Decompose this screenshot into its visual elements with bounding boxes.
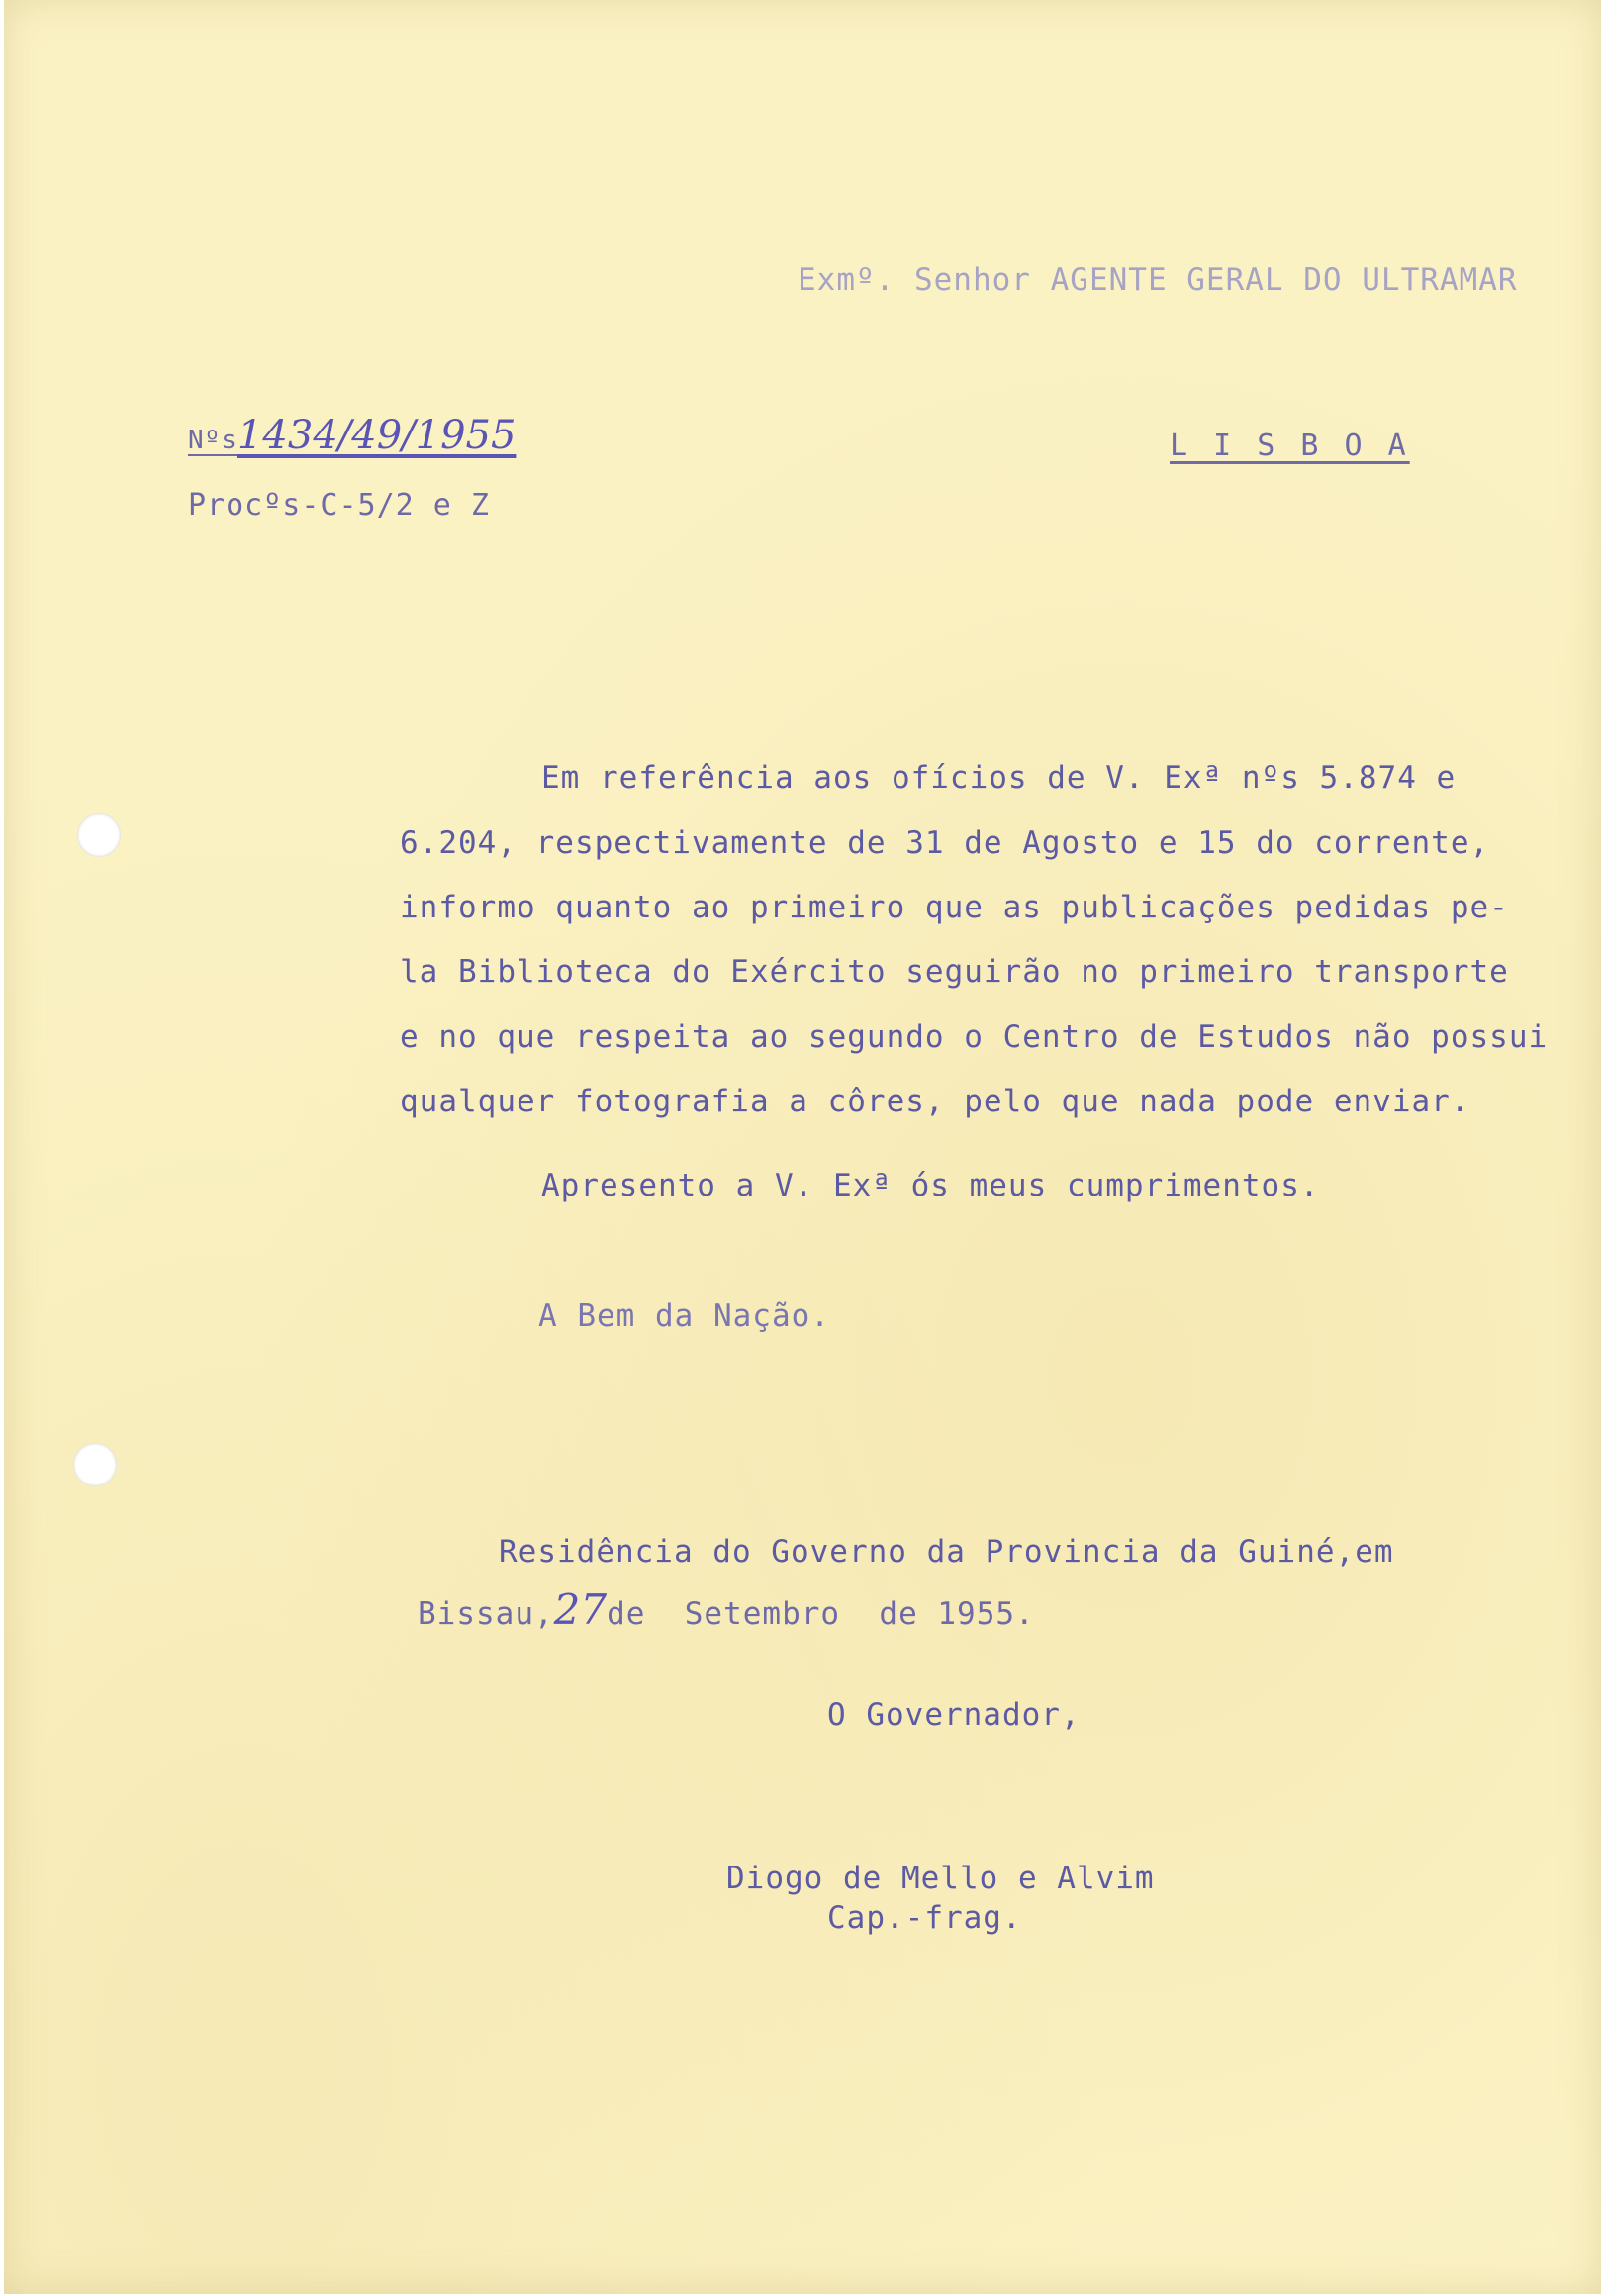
body-line-3: informo quanto ao primeiro que as publicações pedidas pe- — [400, 890, 1509, 925]
date-day-handwritten: 27 — [553, 1585, 608, 1634]
body-line-1: Em referência aos ofícios de V. Exª nºs 5.874 e — [541, 760, 1457, 796]
process-reference: Procºs-C-5/2 e Z — [188, 488, 490, 523]
date-rest: de Setembro de 1955. — [607, 1596, 1035, 1632]
signatory-title: O Governador, — [827, 1697, 1081, 1733]
body-line-6: qualquer fotografia a côres, pelo que nada pode enviar. — [400, 1084, 1470, 1119]
body-line-4: la Biblioteca do Exército seguirão no primeiro transporte — [400, 954, 1509, 990]
punch-hole-top — [77, 813, 121, 857]
destination-city: L I S B O A — [1170, 429, 1410, 463]
reference-handwritten-number: 1434/49/1955 — [236, 413, 517, 458]
addressee-line: Exmº. Senhor AGENTE GERAL DO ULTRAMAR — [798, 262, 1518, 298]
signatory-name: Diogo de Mello e Alvim — [726, 1861, 1155, 1896]
signatory-rank: Cap.-frag. — [827, 1900, 1022, 1936]
date-line — [418, 1585, 1035, 1634]
punch-hole-bottom — [73, 1443, 117, 1486]
date-city: Bissau, — [418, 1596, 554, 1632]
document-page — [4, 0, 1601, 2294]
body-line-5: e no que respeita ao segundo o Centro de Estudos não possui — [400, 1019, 1549, 1055]
greeting-line: Apresento a V. Exª ós meus cumprimentos. — [541, 1168, 1320, 1203]
reference-prefix: Nºs — [188, 426, 237, 455]
place-line: Residência do Governo da Provincia da Guiné,em — [499, 1534, 1394, 1570]
closing-line: A Bem da Nação. — [538, 1298, 830, 1334]
body-line-2: 6.204, respectivamente de 31 de Agosto e 15 do corrente, — [400, 825, 1490, 861]
reference-number — [188, 413, 517, 458]
